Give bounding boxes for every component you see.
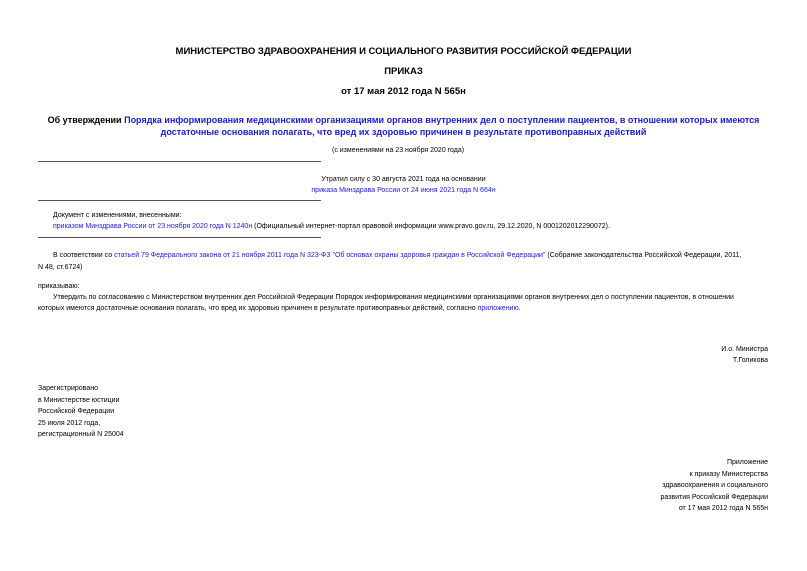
preamble-line-2: N 48, ст.6724) (38, 264, 83, 271)
document-type: ПРИКАЗ (384, 66, 423, 77)
preamble-text: В соответствии со (53, 252, 115, 259)
preamble-line-1 (53, 250, 741, 262)
registration-line: 25 июля 2012 года, (38, 419, 101, 427)
divider (38, 161, 321, 162)
order-text: которых имеются достаточные основания полагать, что вред их здоровью причинен в результате противоправных действий, согласно (38, 305, 478, 312)
appendix-line: к приказу Министерства (689, 470, 768, 478)
document-date: от 17 мая 2012 года N 565н (341, 86, 466, 97)
registration-line: регистрационный N 25004 (38, 431, 124, 438)
registration-line: Зарегистрировано (38, 385, 98, 392)
order-end: . (518, 305, 521, 312)
ministry-heading: МИНИСТЕРСТВО ЗДРАВООХРАНЕНИЯ И СОЦИАЛЬНОГО РАЗВИТИЯ РОССИЙСКОЙ ФЕДЕРАЦИИ (175, 46, 632, 57)
invalidation-text: Утратил силу с 30 августа 2021 года на основании (321, 176, 486, 183)
appendix-block (660, 457, 768, 515)
title-link[interactable]: Порядка информирования медицинскими организациями органов внутренних дел о поступлении пациентов, в отношении которых имеются (124, 115, 760, 125)
title-link-continued[interactable]: достаточные основания полагать, что вред их здоровью причинен в результате противоправных действий (160, 127, 647, 137)
law-link[interactable]: статьей 79 Федерального закона от 21 ноября 2011 года N 323-ФЗ "Об основах охраны здоровья граждан в Российской Федерации" (114, 252, 546, 259)
appendix-line: здравоохранения и социального (662, 482, 768, 489)
signature-position: И.о. Министра (721, 346, 768, 353)
registration-block (38, 383, 124, 441)
divider (38, 200, 321, 201)
divider (38, 237, 321, 238)
appendix-link[interactable]: приложению (477, 305, 519, 312)
document-title (0, 114, 807, 138)
order-line-2 (38, 303, 521, 315)
order-label: приказываю: (38, 283, 80, 290)
appendix-line: развития Российской Федерации (660, 493, 768, 501)
amendments-note: (с изменениями на 23 ноября 2020 года) (332, 147, 465, 154)
title-prefix: Об утверждении (47, 115, 125, 125)
appendix-line: от 17 мая 2012 года N 565н (678, 505, 768, 512)
changes-line (53, 221, 610, 233)
preamble-source: (Собрание законодательства Российской Федерации, 2011, (545, 252, 742, 259)
appendix-line: Приложение (726, 459, 768, 466)
invalidation-link[interactable]: приказа Минздрава России от 24 июня 2021 года N 664н (311, 187, 496, 194)
changes-source: (Официальный интернет-портал правовой информации www.pravo.gov.ru, 29.12.2020, N 0001202012290072). (252, 223, 610, 230)
registration-line: Российской Федерации (38, 408, 115, 415)
registration-line: в Министерстве юстиции (38, 396, 120, 404)
order-line-1: Утвердить по согласованию с Министерством внутренних дел Российской Федерации Порядок информирования медицинскими организациями органов внутренних дел о поступлении пациентов, в отношении (53, 294, 734, 301)
changes-link[interactable]: приказом Минздрава России от 23 ноября 2020 года N 1240н (53, 223, 253, 230)
signature-name: Т.Голикова (732, 357, 768, 364)
changes-label: Документ с изменениями, внесенными: (53, 212, 182, 219)
